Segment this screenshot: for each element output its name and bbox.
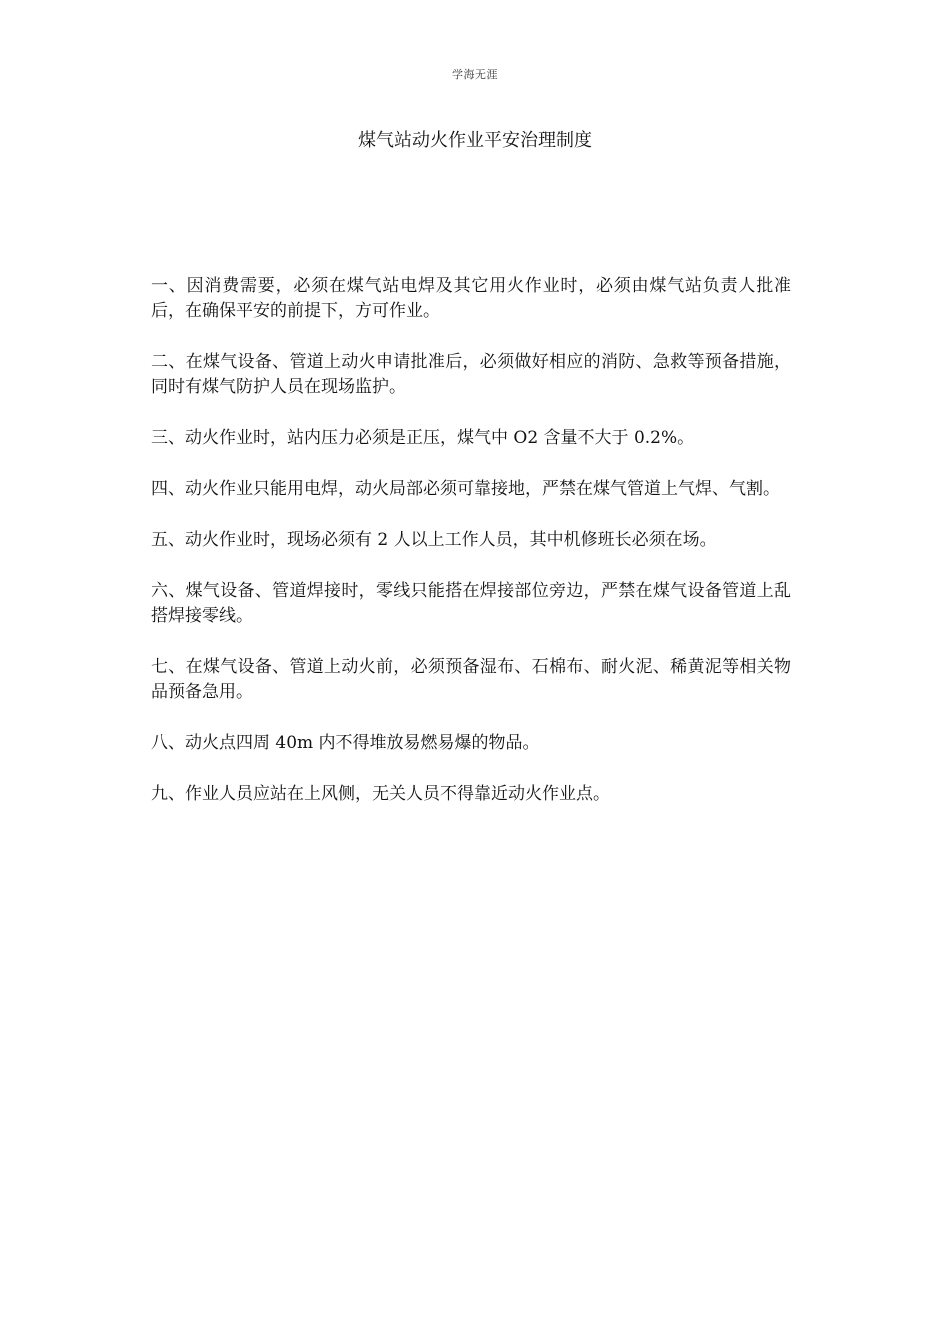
paragraph-4: 四、动火作业只能用电焊，动火局部必须可靠接地，严禁在煤气管道上气焊、气割。 (151, 479, 780, 499)
paragraph-5: 五、动火作业时，现场必须有 2 人以上工作人员，其中机修班长必须在场。 (151, 530, 717, 550)
document-title: 煤气站动火作业平安治理制度 (358, 130, 592, 151)
paragraph-3: 三、动火作业时，站内压力必须是正压，煤气中 O2 含量不大于 0.2%。 (151, 428, 695, 448)
paragraph-2: 二、在煤气设备、管道上动火申请批准后，必须做好相应的消防、急救等预备措施，同时有煤气防护人员在现场监护。 (151, 352, 791, 397)
paragraph-9: 九、作业人员应站在上风侧，无关人员不得靠近动火作业点。 (151, 784, 610, 804)
paragraph-6: 六、煤气设备、管道焊接时，零线只能搭在焊接部位旁边，严禁在煤气设备管道上乱搭焊接零线。 (151, 581, 791, 626)
page-header: 学海无涯 (452, 68, 498, 81)
paragraph-8: 八、动火点四周 40m 内不得堆放易燃易爆的物品。 (151, 733, 540, 753)
document-body (151, 274, 791, 833)
paragraph-1: 一、因消费需要，必须在煤气站电焊及其它用火作业时，必须由煤气站负责人批准后，在确保平安的前提下，方可作业。 (151, 276, 791, 321)
paragraph-7: 七、在煤气设备、管道上动火前，必须预备湿布、石棉布、耐火泥、稀黄泥等相关物品预备急用。 (151, 657, 791, 702)
